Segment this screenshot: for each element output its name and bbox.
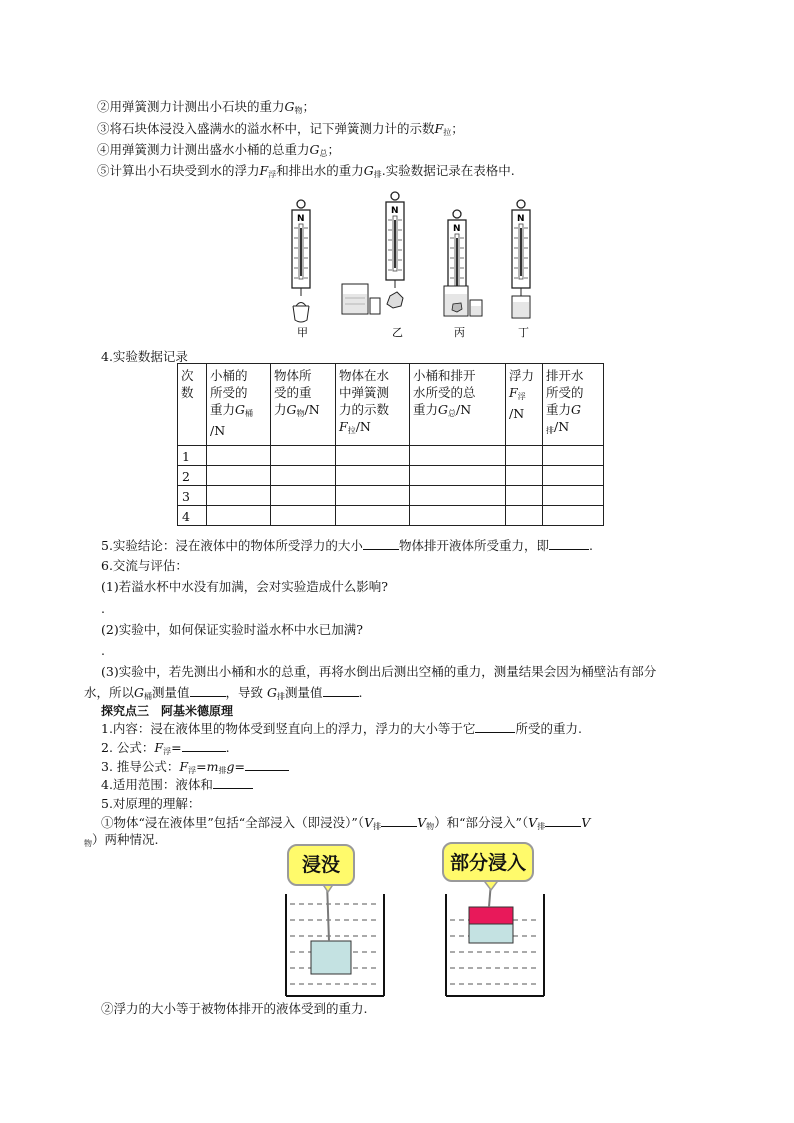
header-cell: 浮力 $F_浮$ /N (506, 364, 543, 446)
header-cell: 排开水 所受的 重力G $_排$/N (543, 364, 604, 446)
question-3-line-2: 水，所以$G_桶$测量值 ，导致 $G_排$测量值 . (84, 685, 363, 701)
question-1: (1)若溢水杯中水没有加满，会对实验造成什么影响? (101, 579, 388, 594)
blank[interactable] (475, 720, 515, 733)
principle-formula: 2. 公式：$F_浮=$ . (101, 740, 230, 756)
table-row: 2 (178, 466, 604, 486)
header-cell: 物体在水 中弹簧测 力的示数 $F_拉/N$ (336, 364, 410, 446)
step-3: ③将石块体浸没入盛满水的溢水杯中，记下弹簧测力计的示数$F_拉$； (97, 121, 464, 137)
label-jia: 甲 (297, 326, 308, 339)
container-partially-submerged (446, 894, 544, 996)
svg-text:N: N (391, 206, 399, 216)
question-3-line-1: (3)实验中，若先测出小桶和水的总重，再将水倒出后测出空桶的重力，测量结果会因为桶壁沾有部分 (101, 664, 657, 679)
answer-line-1: . (101, 601, 105, 616)
understanding-2: ②浮力的大小等于被物体排开的液体受到的重力. (101, 1001, 368, 1016)
label-bing: 丙 (454, 326, 465, 339)
principle-content: 1.内容：浸在液体里的物体受到竖直向上的浮力，浮力的大小等于它 所受的重力. (101, 721, 582, 736)
blank[interactable] (545, 814, 581, 827)
table-row: 3 (178, 486, 604, 506)
scale-bing (444, 210, 482, 316)
svg-text:N: N (297, 214, 305, 224)
understanding-1-line-2: $_物$）两种情况. (84, 832, 159, 848)
header-cell: 小桶的 所受的 重力$G_桶$ /N (207, 364, 271, 446)
label-ding: 丁 (518, 326, 529, 339)
question-2: (2)实验中，如何保证实验时溢水杯中水已加满? (101, 622, 363, 637)
blank[interactable] (549, 537, 589, 550)
block-below-liquid (469, 924, 513, 943)
blank[interactable] (182, 739, 226, 752)
submerged-block (311, 941, 351, 974)
scale-ding (512, 200, 530, 318)
principle-understanding: 5.对原理的理解： (101, 796, 201, 811)
principle-derived-formula: 3. 推导公式：$F_浮=m_排g=$ (101, 758, 289, 780)
overflow-cup-yi (342, 284, 380, 314)
section-6-title: 6.交流与评估： (101, 558, 188, 573)
step-2: ②用弹簧测力计测出小石块的重力$G_物$； (97, 99, 316, 115)
spring-scale-figure (270, 190, 550, 340)
scale-yi (386, 192, 404, 308)
answer-line-2: . (101, 643, 105, 658)
scale-jia (292, 200, 310, 322)
blank[interactable] (381, 814, 417, 827)
callout-partially-submerged: 部分浸入 (442, 842, 534, 882)
header-cell: 次 数 (178, 364, 207, 446)
block-above-liquid (469, 907, 513, 924)
understanding-1-line-1: ①物体“浸在液体里”包括“全部浸入（即浸没）$”(V_排$ $V_物$）和“部分浸入$”(V_排$ V (101, 815, 591, 831)
blank[interactable] (245, 758, 289, 771)
blank[interactable] (363, 537, 399, 550)
container-fully-submerged (286, 894, 384, 996)
header-cell: 物体所 受的重 力$G_物/N$ (271, 364, 336, 446)
data-table (177, 363, 604, 526)
principle-scope: 4.适用范围：液体和 (101, 776, 253, 794)
step-5: ⑤计算出小石块受到水的浮力$F_浮$和排出水的重力$G_排$.实验数据记录在表格中. (97, 163, 515, 179)
table-row: 1 (178, 446, 604, 466)
blank[interactable] (213, 776, 253, 789)
callout-fully-submerged: 浸没 (287, 844, 355, 886)
label-yi: 乙 (392, 326, 403, 339)
conclusion: 5.实验结论：浸在液体中的物体所受浮力的大小 物体排开液体所受重力，即 . (101, 538, 593, 553)
table-header-row (178, 364, 604, 446)
blank[interactable] (190, 684, 226, 697)
header-cell: 小桶和排开 水所受的总 重力$G_总/N$ (410, 364, 506, 446)
svg-text:N: N (453, 224, 461, 234)
step-4: ④用弹簧测力计测出盛水小桶的总重力$G_总$； (97, 142, 341, 158)
section-3-title: 探究点三 阿基米德原理 (101, 704, 234, 718)
table-row: 4 (178, 506, 604, 526)
blank[interactable] (323, 684, 359, 697)
svg-text:N: N (517, 214, 525, 224)
section-4-title: 4.实验数据记录 (101, 349, 188, 364)
